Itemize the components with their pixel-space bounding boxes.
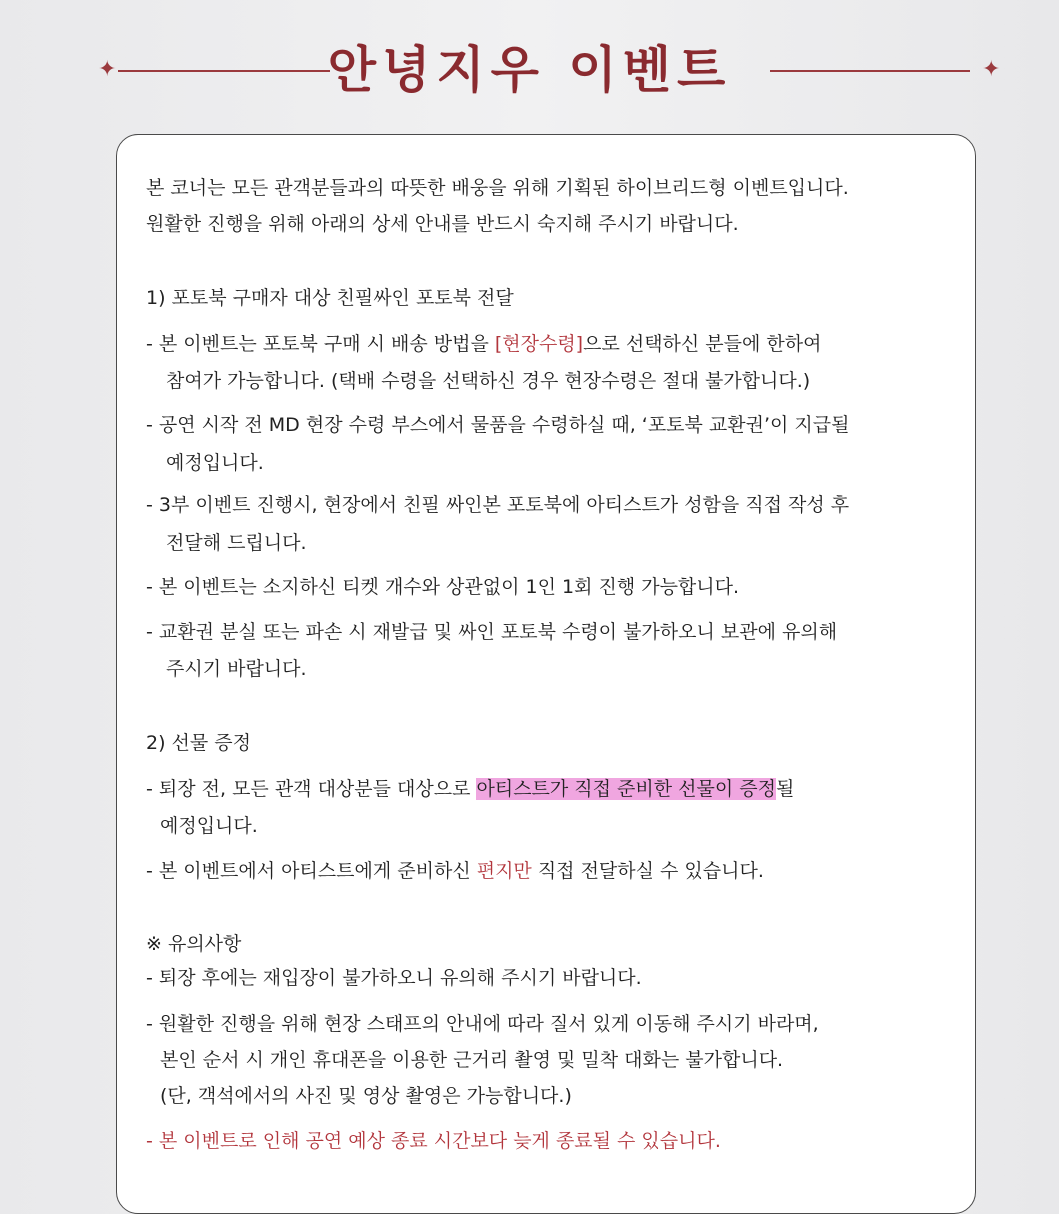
section1-item3-line2: 전달해 드립니다. [166, 532, 307, 554]
sparkle-icon-left: ✦ [98, 57, 117, 82]
notes-heading: ※ 유의사항 [146, 933, 242, 955]
intro-line-1: 본 코너는 모든 관객분들과의 따뜻한 배웅을 위해 기획된 하이브리드형 이벤트입니다. [146, 177, 849, 199]
sparkle-icon-right: ✦ [982, 57, 1001, 82]
header [0, 30, 1059, 110]
notes-item2-line2: 본인 순서 시 개인 휴대폰을 이용한 근거리 촬영 및 밀착 대화는 불가합니다. [160, 1049, 784, 1071]
section1-item2-line1: - 공연 시작 전 MD 현장 수령 부스에서 물품을 수령하실 때, ‘포토북 교환권’이 지급될 [146, 414, 850, 436]
gift-highlight: 아티스트가 직접 준비한 선물이 증정 [476, 778, 776, 800]
section1-item1-line1 [146, 329, 821, 359]
intro-line-2: 원활한 진행을 위해 아래의 상세 안내를 반드시 숙지해 주시기 바랍니다. [146, 213, 739, 235]
section1-item3-line1: - 3부 이벤트 진행시, 현장에서 친필 싸인본 포토북에 아티스트가 성함을 직접 작성 후 [146, 494, 850, 516]
section2-heading: 2) 선물 증정 [146, 732, 251, 754]
notes-item2-line1: - 원활한 진행을 위해 현장 스태프의 안내에 따라 질서 있게 이동해 주시기 바라며, [146, 1013, 819, 1035]
text-segment: 으로 선택하신 분들에 한하여 [583, 333, 822, 355]
text-segment: - 본 이벤트는 포토북 구매 시 배송 방법을 [146, 333, 495, 355]
page-title: 안녕지우 이벤트 [327, 41, 732, 99]
divider-right [770, 70, 970, 72]
section1-item1-line2: 참여가 가능합니다. (택배 수령을 선택하신 경우 현장수령은 절대 불가합니다.) [166, 370, 811, 392]
text-segment: - 퇴장 전, 모든 관객 대상분들 대상으로 [146, 778, 477, 800]
section2-item2 [146, 856, 764, 886]
letters-only-keyword: 편지만 [476, 860, 532, 882]
notes-item2-line3: (단, 객석에서의 사진 및 영상 촬영은 가능합니다.) [160, 1085, 572, 1107]
section1-item5-line2: 주시기 바랍니다. [166, 658, 307, 680]
section1-item4: - 본 이벤트는 소지하신 티켓 개수와 상관없이 1인 1회 진행 가능합니다. [146, 576, 740, 598]
section2-item1-line1 [146, 774, 794, 804]
section2-item1-line2: 예정입니다. [160, 815, 258, 837]
onsite-pickup-keyword: [현장수령] [494, 333, 584, 355]
section1-item2-line2: 예정입니다. [166, 452, 264, 474]
section1-heading: 1) 포토북 구매자 대상 친필싸인 포토북 전달 [146, 287, 514, 309]
text-segment: 직접 전달하실 수 있습니다. [531, 860, 764, 882]
notes-item1: - 퇴장 후에는 재입장이 불가하오니 유의해 주시기 바랍니다. [146, 967, 642, 989]
section1-item5-line1: - 교환권 분실 또는 파손 시 재발급 및 싸인 포토북 수령이 불가하오니 보관에 유의해 [146, 621, 838, 643]
text-segment: 될 [775, 778, 795, 800]
text-segment: - 본 이벤트에서 아티스트에게 준비하신 [146, 860, 477, 882]
notes-item3-warning: - 본 이벤트로 인해 공연 예상 종료 시간보다 늦게 종료될 수 있습니다. [146, 1130, 721, 1152]
